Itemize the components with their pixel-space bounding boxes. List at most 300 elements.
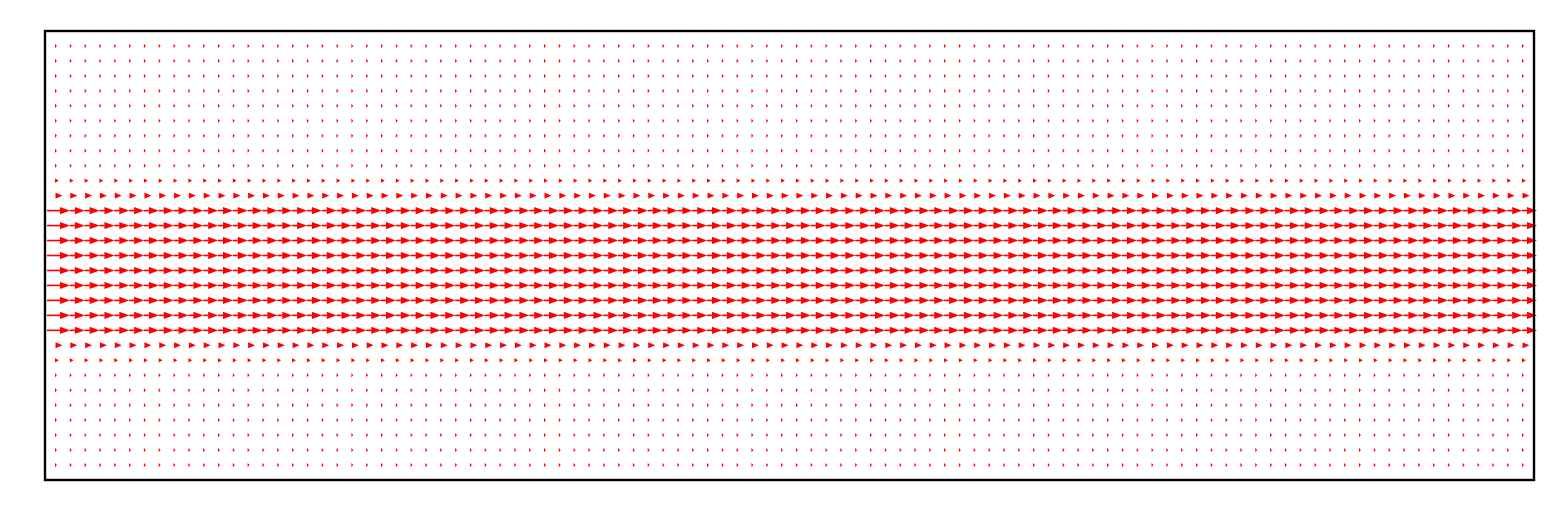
quiver-arrow-shaft: [188, 330, 193, 332]
quiver-arrow-shaft: [989, 315, 994, 317]
quiver-arrow-shaft: [914, 210, 919, 212]
quiver-arrow-shaft: [544, 240, 549, 242]
quiver-arrow-shaft: [262, 240, 267, 242]
quiver-arrow-shaft: [1522, 315, 1527, 317]
quiver-arrow-shaft: [959, 225, 964, 227]
quiver-arrow-shaft: [1211, 285, 1216, 287]
quiver-arrow-shaft: [1418, 210, 1423, 212]
quiver-arrow-shaft: [840, 330, 845, 332]
quiver-arrow-shaft: [114, 300, 119, 302]
quiver-arrow-shaft: [1374, 210, 1379, 212]
quiver-arrow-shaft: [1063, 330, 1068, 332]
quiver-arrow-shaft: [455, 285, 460, 287]
quiver-arrow-shaft: [322, 330, 327, 332]
quiver-arrow-shaft: [351, 225, 356, 227]
quiver-arrow-shaft: [337, 315, 342, 317]
quiver-arrow-shaft: [633, 210, 638, 212]
quiver-arrow-shaft: [929, 285, 934, 287]
quiver-arrow-shaft: [1418, 285, 1423, 287]
quiver-arrow-shaft: [99, 300, 104, 302]
quiver-arrow-shaft: [307, 225, 312, 227]
quiver-arrow-shaft: [974, 300, 979, 302]
quiver-arrow-shaft: [811, 210, 816, 212]
quiver-arrow-shaft: [840, 255, 845, 257]
quiver-arrow-shaft: [1166, 300, 1171, 302]
quiver-arrow-shaft: [544, 315, 549, 317]
quiver-arrow-shaft: [114, 315, 119, 317]
quiver-arrow-shaft: [974, 315, 979, 317]
quiver-arrow-shaft: [1478, 330, 1483, 332]
quiver-arrow-shaft: [1344, 330, 1349, 332]
quiver-arrow-shaft: [1063, 300, 1068, 302]
quiver-arrow-shaft: [55, 300, 60, 302]
quiver-arrow-shaft: [781, 240, 786, 242]
quiver-arrow-shaft: [529, 240, 534, 242]
quiver-arrow-shaft: [411, 285, 416, 287]
quiver-arrow-shaft: [455, 315, 460, 317]
quiver-arrow-shaft: [1492, 240, 1497, 242]
quiver-arrow-shaft: [440, 210, 445, 212]
quiver-arrow-shaft: [989, 255, 994, 257]
quiver-arrow-shaft: [99, 330, 104, 332]
quiver-arrow-shaft: [144, 225, 149, 227]
quiver-arrow-shaft: [737, 210, 742, 212]
quiver-arrow-shaft: [514, 300, 519, 302]
quiver-arrow-shaft: [648, 225, 653, 227]
quiver-arrow-shaft: [781, 285, 786, 287]
quiver-arrow-shaft: [1226, 225, 1231, 227]
quiver-arrow-shaft: [1507, 300, 1512, 302]
quiver-arrow-shaft: [707, 330, 712, 332]
quiver-arrow-shaft: [188, 225, 193, 227]
quiver-arrow-shaft: [648, 330, 653, 332]
quiver-arrow-shaft: [707, 210, 712, 212]
quiver-arrow-shaft: [1359, 330, 1364, 332]
quiver-arrow-shaft: [1285, 270, 1290, 272]
quiver-arrow-shaft: [144, 330, 149, 332]
quiver-arrow-shaft: [1196, 240, 1201, 242]
quiver-arrow-shaft: [500, 285, 505, 287]
quiver-arrow-shaft: [203, 210, 208, 212]
quiver-arrow-shaft: [1418, 225, 1423, 227]
quiver-arrow-shaft: [144, 210, 149, 212]
quiver-arrow-shaft: [1507, 330, 1512, 332]
quiver-arrow-shaft: [1137, 210, 1142, 212]
quiver-arrow-shaft: [722, 225, 727, 227]
quiver-arrow-shaft: [1196, 315, 1201, 317]
quiver-arrow-shaft: [129, 315, 134, 317]
quiver-arrow-shaft: [1018, 300, 1023, 302]
quiver-arrow-shaft: [811, 225, 816, 227]
quiver-arrow-shaft: [929, 330, 934, 332]
quiver-arrow-shaft: [1092, 300, 1097, 302]
quiver-arrow-shaft: [1389, 285, 1394, 287]
quiver-arrow-shaft: [1003, 285, 1008, 287]
quiver-arrow-shaft: [55, 270, 60, 272]
quiver-arrow-shaft: [1226, 240, 1231, 242]
quiver-arrow-shaft: [1403, 240, 1408, 242]
quiver-arrow-shaft: [737, 240, 742, 242]
quiver-arrow-shaft: [722, 255, 727, 257]
quiver-arrow-shaft: [559, 210, 564, 212]
quiver-arrow-shaft: [618, 240, 623, 242]
quiver-arrow-shaft: [425, 300, 430, 302]
quiver-arrow-shaft: [470, 225, 475, 227]
quiver-arrow-shaft: [722, 330, 727, 332]
quiver-arrow-shaft: [1433, 255, 1438, 257]
quiver-arrow-shaft: [663, 210, 668, 212]
quiver-arrow-shaft: [366, 210, 371, 212]
quiver-arrow-shaft: [1181, 285, 1186, 287]
quiver-arrow-shaft: [425, 225, 430, 227]
quiver-arrow-shaft: [114, 240, 119, 242]
quiver-arrow-shaft: [485, 315, 490, 317]
quiver-arrow-shaft: [218, 210, 223, 212]
quiver-arrow-shaft: [396, 330, 401, 332]
quiver-arrow-shaft: [1077, 285, 1082, 287]
quiver-arrow-shaft: [648, 255, 653, 257]
quiver-arrow-shaft: [603, 240, 608, 242]
quiver-arrow-shaft: [944, 210, 949, 212]
quiver-arrow-shaft: [855, 270, 860, 272]
quiver-arrow-shaft: [989, 300, 994, 302]
quiver-arrow-shaft: [174, 225, 179, 227]
quiver-arrow-shaft: [1300, 225, 1305, 227]
quiver-arrow-shaft: [188, 255, 193, 257]
quiver-arrow-shaft: [129, 225, 134, 227]
quiver-arrow-shaft: [55, 210, 60, 212]
quiver-arrow-shaft: [411, 330, 416, 332]
quiver-arrow-shaft: [648, 210, 653, 212]
quiver-arrow-shaft: [129, 300, 134, 302]
quiver-arrow-shaft: [1403, 330, 1408, 332]
quiver-arrow-shaft: [470, 300, 475, 302]
quiver-arrow-shaft: [707, 315, 712, 317]
quiver-arrow-shaft: [989, 240, 994, 242]
quiver-arrow-shaft: [870, 315, 875, 317]
quiver-arrow-shaft: [588, 255, 593, 257]
quiver-arrow-shaft: [1018, 330, 1023, 332]
quiver-arrow-shaft: [1315, 300, 1320, 302]
quiver-arrow-shaft: [722, 285, 727, 287]
quiver-arrow-shaft: [1522, 255, 1527, 257]
quiver-arrow-shaft: [1033, 210, 1038, 212]
quiver-arrow-shaft: [1255, 315, 1260, 317]
quiver-arrow-shaft: [500, 210, 505, 212]
quiver-arrow-shaft: [781, 315, 786, 317]
quiver-arrow-shaft: [70, 225, 75, 227]
quiver-arrow-shaft: [929, 300, 934, 302]
quiver-arrow-shaft: [1107, 240, 1112, 242]
quiver-arrow-shaft: [1107, 255, 1112, 257]
quiver-arrow-shaft: [1196, 255, 1201, 257]
quiver-arrow-shaft: [307, 240, 312, 242]
quiver-arrow-shaft: [840, 300, 845, 302]
quiver-arrow-shaft: [618, 285, 623, 287]
quiver-arrow-shaft: [1433, 300, 1438, 302]
quiver-arrow-shaft: [188, 210, 193, 212]
quiver-arrow-shaft: [455, 270, 460, 272]
quiver-arrow-shaft: [885, 240, 890, 242]
quiver-arrow-shaft: [1063, 225, 1068, 227]
quiver-arrow-shaft: [603, 330, 608, 332]
quiver-arrow-shaft: [900, 300, 905, 302]
quiver-arrow-shaft: [1463, 285, 1468, 287]
quiver-arrow-shaft: [603, 225, 608, 227]
quiver-arrow-shaft: [425, 315, 430, 317]
quiver-arrow-shaft: [1181, 240, 1186, 242]
quiver-arrow-shaft: [811, 300, 816, 302]
quiver-arrow-shaft: [1315, 210, 1320, 212]
quiver-arrow-shaft: [396, 225, 401, 227]
quiver-arrow-shaft: [544, 210, 549, 212]
quiver-arrow-shaft: [559, 330, 564, 332]
quiver-arrow-shaft: [307, 330, 312, 332]
quiver-arrow-shaft: [1181, 315, 1186, 317]
quiver-arrow-shaft: [826, 240, 831, 242]
quiver-arrow-shaft: [900, 270, 905, 272]
quiver-arrow-shaft: [1166, 315, 1171, 317]
quiver-arrow-shaft: [588, 315, 593, 317]
quiver-arrow-shaft: [1389, 255, 1394, 257]
quiver-arrow-shaft: [826, 285, 831, 287]
quiver-arrow-shaft: [855, 315, 860, 317]
quiver-arrow-shaft: [1359, 255, 1364, 257]
quiver-arrow-shaft: [766, 315, 771, 317]
quiver-arrow-shaft: [974, 330, 979, 332]
quiver-arrow-shaft: [751, 315, 756, 317]
quiver-arrow-shaft: [1107, 270, 1112, 272]
quiver-arrow-shaft: [692, 240, 697, 242]
quiver-arrow-shaft: [85, 285, 90, 287]
quiver-arrow-shaft: [1448, 270, 1453, 272]
quiver-arrow-shaft: [1077, 225, 1082, 227]
quiver-arrow-shaft: [1255, 300, 1260, 302]
quiver-arrow-shaft: [663, 240, 668, 242]
quiver-arrow-shaft: [900, 330, 905, 332]
quiver-arrow-shaft: [203, 270, 208, 272]
quiver-arrow-shaft: [500, 300, 505, 302]
quiver-arrow-shaft: [514, 225, 519, 227]
quiver-arrow-shaft: [114, 210, 119, 212]
quiver-arrow-shaft: [574, 330, 579, 332]
quiver-arrow-shaft: [574, 315, 579, 317]
quiver-arrow-shaft: [174, 210, 179, 212]
quiver-arrow-shaft: [351, 315, 356, 317]
quiver-arrow-shaft: [1255, 255, 1260, 257]
quiver-arrow-shaft: [1418, 270, 1423, 272]
quiver-arrow-shaft: [1048, 225, 1053, 227]
quiver-arrow-shaft: [55, 240, 60, 242]
quiver-arrow-shaft: [203, 315, 208, 317]
quiver-arrow-shaft: [218, 285, 223, 287]
quiver-arrow-shaft: [248, 210, 253, 212]
quiver-arrow-shaft: [1196, 210, 1201, 212]
quiver-arrow-shaft: [885, 285, 890, 287]
quiver-arrow-shaft: [440, 255, 445, 257]
quiver-arrow-shaft: [870, 240, 875, 242]
quiver-arrow-shaft: [959, 210, 964, 212]
quiver-arrow-shaft: [840, 270, 845, 272]
quiver-arrow-shaft: [1152, 270, 1157, 272]
quiver-arrow-shaft: [796, 330, 801, 332]
quiver-arrow-shaft: [396, 240, 401, 242]
quiver-arrow-shaft: [1522, 210, 1527, 212]
quiver-arrow-shaft: [796, 300, 801, 302]
quiver-arrow-shaft: [70, 300, 75, 302]
quiver-arrow-shaft: [1344, 315, 1349, 317]
quiver-arrow-shaft: [1270, 300, 1275, 302]
quiver-arrow-shaft: [1003, 300, 1008, 302]
quiver-arrow-shaft: [677, 285, 682, 287]
quiver-arrow-shaft: [159, 210, 164, 212]
quiver-arrow-shaft: [574, 285, 579, 287]
quiver-arrow-shaft: [1448, 255, 1453, 257]
quiver-arrow-shaft: [1522, 240, 1527, 242]
quiver-arrow-shaft: [529, 285, 534, 287]
quiver-arrow-shaft: [840, 210, 845, 212]
quiver-arrow-shaft: [737, 300, 742, 302]
quiver-arrow-shaft: [485, 330, 490, 332]
quiver-arrow-shaft: [663, 285, 668, 287]
quiver-arrow-shaft: [277, 255, 282, 257]
quiver-arrow-shaft: [1285, 240, 1290, 242]
quiver-arrow-shaft: [870, 210, 875, 212]
quiver-arrow-shaft: [1255, 285, 1260, 287]
quiver-arrow-shaft: [1122, 300, 1127, 302]
quiver-arrow-shaft: [396, 285, 401, 287]
quiver-arrow-shaft: [1344, 285, 1349, 287]
quiver-arrow-shaft: [1255, 225, 1260, 227]
quiver-arrow-shaft: [70, 240, 75, 242]
quiver-arrow-shaft: [292, 300, 297, 302]
quiver-arrow-shaft: [174, 255, 179, 257]
quiver-arrow-shaft: [470, 210, 475, 212]
quiver-arrow-shaft: [1166, 270, 1171, 272]
quiver-arrow-shaft: [1152, 330, 1157, 332]
quiver-arrow-shaft: [1240, 240, 1245, 242]
quiver-arrow-shaft: [974, 255, 979, 257]
quiver-arrow-shaft: [618, 225, 623, 227]
quiver-arrow-shaft: [1389, 300, 1394, 302]
quiver-arrow-shaft: [1300, 315, 1305, 317]
quiver-arrow-shaft: [307, 300, 312, 302]
quiver-arrow-shaft: [603, 210, 608, 212]
quiver-arrow-shaft: [381, 270, 386, 272]
quiver-arrow-shaft: [351, 270, 356, 272]
quiver-arrow-shaft: [722, 315, 727, 317]
quiver-arrow-shaft: [500, 315, 505, 317]
quiver-arrow-shaft: [85, 255, 90, 257]
quiver-arrow-shaft: [1211, 270, 1216, 272]
quiver-arrow-shaft: [1226, 270, 1231, 272]
quiver-arrow-shaft: [144, 285, 149, 287]
quiver-arrow-shaft: [1166, 240, 1171, 242]
quiver-arrow-shaft: [159, 285, 164, 287]
quiver-arrow-shaft: [1063, 270, 1068, 272]
quiver-arrow-shaft: [248, 240, 253, 242]
quiver-arrow-shaft: [826, 270, 831, 272]
quiver-arrow-shaft: [470, 270, 475, 272]
quiver-arrow-shaft: [618, 315, 623, 317]
quiver-arrow-shaft: [663, 270, 668, 272]
quiver-arrow-shaft: [914, 300, 919, 302]
quiver-arrow-shaft: [603, 285, 608, 287]
quiver-arrow-shaft: [588, 285, 593, 287]
quiver-arrow-shaft: [1492, 210, 1497, 212]
quiver-arrow-shaft: [455, 330, 460, 332]
quiver-arrow-shaft: [1003, 330, 1008, 332]
quiver-arrow-shaft: [929, 225, 934, 227]
quiver-arrow-shaft: [114, 330, 119, 332]
quiver-arrow-shaft: [544, 285, 549, 287]
quiver-arrow-shaft: [1492, 285, 1497, 287]
quiver-arrow-shaft: [1285, 315, 1290, 317]
quiver-arrow-shaft: [603, 270, 608, 272]
quiver-arrow-shaft: [233, 210, 238, 212]
quiver-arrow-shaft: [292, 240, 297, 242]
quiver-arrow-shaft: [99, 255, 104, 257]
quiver-arrow-shaft: [129, 285, 134, 287]
quiver-arrow-shaft: [737, 225, 742, 227]
quiver-arrow-shaft: [900, 240, 905, 242]
quiver-arrow-shaft: [1092, 270, 1097, 272]
quiver-arrow-shaft: [989, 285, 994, 287]
quiver-arrow-shaft: [1048, 240, 1053, 242]
quiver-arrow-shaft: [1329, 210, 1334, 212]
quiver-arrow-shaft: [855, 255, 860, 257]
quiver-arrow-shaft: [277, 225, 282, 227]
quiver-arrow-shaft: [351, 240, 356, 242]
quiver-arrow-shaft: [159, 225, 164, 227]
quiver-arrow-shaft: [1433, 270, 1438, 272]
quiver-arrow-shaft: [1226, 330, 1231, 332]
quiver-arrow-shaft: [929, 240, 934, 242]
quiver-arrow-shaft: [885, 300, 890, 302]
quiver-arrow-shaft: [425, 285, 430, 287]
quiver-arrow-shaft: [440, 270, 445, 272]
quiver-arrow-shaft: [144, 315, 149, 317]
quiver-arrow-shaft: [1374, 285, 1379, 287]
quiver-arrow-shaft: [455, 210, 460, 212]
quiver-arrow-shaft: [500, 255, 505, 257]
quiver-arrow-shaft: [618, 270, 623, 272]
quiver-arrow-shaft: [85, 300, 90, 302]
quiver-arrow-shaft: [1240, 255, 1245, 257]
quiver-arrow-shaft: [1344, 270, 1349, 272]
quiver-arrow-shaft: [99, 285, 104, 287]
quiver-arrow-shaft: [233, 225, 238, 227]
quiver-arrow-shaft: [1448, 225, 1453, 227]
quiver-arrow-shaft: [944, 225, 949, 227]
quiver-arrow-shaft: [485, 240, 490, 242]
quiver-arrow-shaft: [366, 240, 371, 242]
quiver-arrow-shaft: [737, 270, 742, 272]
quiver-arrow-shaft: [322, 225, 327, 227]
quiver-arrow-shaft: [233, 315, 238, 317]
quiver-arrow-shaft: [677, 210, 682, 212]
quiver-arrow-shaft: [1389, 270, 1394, 272]
quiver-arrow-shaft: [470, 285, 475, 287]
quiver-arrow-shaft: [262, 225, 267, 227]
quiver-arrow-shaft: [1211, 240, 1216, 242]
quiver-arrow-shaft: [618, 330, 623, 332]
quiver-arrow-shaft: [1315, 240, 1320, 242]
quiver-arrow-shaft: [1240, 270, 1245, 272]
quiver-arrow-shaft: [900, 315, 905, 317]
quiver-arrow-shaft: [1359, 315, 1364, 317]
quiver-arrow-shaft: [722, 240, 727, 242]
